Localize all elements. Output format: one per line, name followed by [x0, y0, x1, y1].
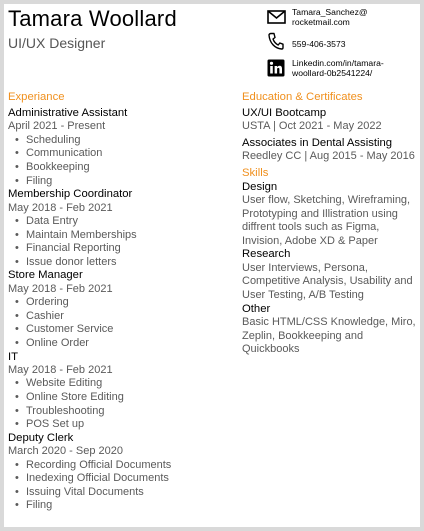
job-duty: • POS Set up — [8, 418, 236, 432]
right-column — [242, 90, 420, 357]
job-duties — [8, 215, 236, 269]
skill-body: User flow, Sketching, Wireframing, Prototyping and Illistration using diffrent tools such as Figma, Invision, Adobe XD & Paper — [242, 194, 411, 247]
job-entry — [8, 351, 236, 432]
job-duty: • Filing — [8, 499, 236, 513]
email-line-1: Tamara_Sanchez@ — [292, 7, 368, 17]
email-line-2: rocketmail.com — [292, 17, 350, 27]
experience-section — [8, 90, 236, 513]
skill-body: Basic HTML/CSS Knowledge, Miro, Zeplin, Bookkeeping and Quickbooks — [242, 316, 416, 356]
job-dates: May 2018 - Feb 2021 — [8, 282, 113, 295]
education-entry — [242, 107, 420, 134]
job-entry — [8, 107, 236, 188]
candidate-name: Tamara Woollard — [8, 6, 177, 31]
job-dates: March 2020 - Sep 2020 — [8, 445, 123, 458]
phone-icon — [266, 32, 286, 50]
job-title: Store Manager — [8, 269, 83, 282]
job-duty: • Filing — [8, 175, 236, 189]
job-duties — [8, 134, 236, 188]
experience-heading: Experiance — [8, 91, 65, 103]
job-duty: • Website Editing — [8, 377, 236, 391]
skill-title: Design — [242, 180, 278, 193]
linkedin-line-2: woollard-0b2541224/ — [292, 68, 373, 78]
job-title: Membership Coordinator — [8, 188, 133, 201]
job-dates: May 2018 - Feb 2021 — [8, 363, 113, 376]
job-duty: • Inedexing Official Documents — [8, 472, 236, 486]
linkedin-icon — [266, 59, 286, 77]
job-duty: • Maintain Memberships — [8, 229, 236, 243]
job-dates: April 2021 - Present — [8, 120, 106, 133]
education-list — [242, 107, 420, 164]
job-duty: • Scheduling — [8, 134, 236, 148]
skill-body: User Interviews, Persona, Competitive Analysis, Usability and User Testing, A/B Testing — [242, 261, 413, 301]
job-duty: • Bookkeeping — [8, 161, 236, 175]
education-detail: USTA | Oct 2021 - May 2022 — [242, 120, 382, 133]
phone-number: 559-406-3573 — [292, 38, 346, 49]
job-title: IT — [8, 350, 19, 363]
job-duty: • Customer Service — [8, 323, 236, 337]
skills-heading: Skills — [242, 166, 269, 179]
education-entry — [242, 137, 420, 164]
job-title: Administrative Assistant — [8, 107, 128, 119]
job-title: Deputy Clerk — [8, 431, 74, 444]
job-duty: • Online Order — [8, 337, 236, 351]
job-duty: • Data Entry — [8, 215, 236, 229]
skill-title: Research — [242, 248, 291, 261]
skill-group — [242, 248, 420, 302]
job-entry — [8, 432, 236, 513]
job-entry — [8, 188, 236, 269]
job-duty: • Ordering — [8, 296, 236, 310]
job-duty: • Online Store Editing — [8, 391, 236, 405]
job-duties — [8, 377, 236, 431]
skills-list — [242, 181, 420, 357]
contact-linkedin[interactable] — [266, 58, 384, 78]
contact-phone[interactable] — [266, 32, 346, 50]
education-detail: Reedley CC | Aug 2015 - May 2016 — [242, 150, 415, 163]
job-duty: • Cashier — [8, 310, 236, 324]
job-duty: • Issue donor letters — [8, 256, 236, 270]
job-duties — [8, 296, 236, 350]
resume-page — [4, 4, 420, 527]
education-title: Associates in Dental Assisting — [242, 136, 393, 149]
job-duties — [8, 459, 236, 513]
job-duty: • Financial Reporting — [8, 242, 236, 256]
job-duty: • Communication — [8, 147, 236, 161]
education-heading: Education & Certificates — [242, 91, 363, 103]
job-duty: • Issuing Vital Documents — [8, 486, 236, 500]
job-dates: May 2018 - Feb 2021 — [8, 201, 113, 214]
education-title: UX/UI Bootcamp — [242, 107, 327, 119]
candidate-role: UI/UX Designer — [8, 35, 106, 51]
job-list — [8, 107, 236, 513]
job-entry — [8, 269, 236, 350]
job-duty: • Troubleshooting — [8, 405, 236, 419]
contact-email[interactable] — [266, 7, 368, 27]
job-duty: • Recording Official Documents — [8, 459, 236, 473]
linkedin-line-1: Linkedin.com/in/tamara- — [292, 58, 384, 68]
skill-group — [242, 181, 420, 249]
skill-title: Other — [242, 302, 271, 315]
skill-group — [242, 303, 420, 357]
mail-icon — [266, 8, 286, 26]
